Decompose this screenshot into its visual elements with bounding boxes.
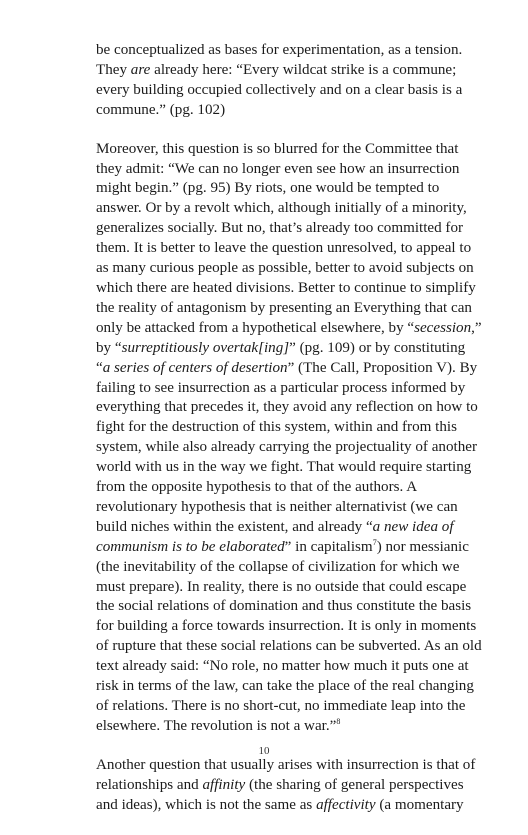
paragraph	[96, 140, 482, 737]
page-number: 10	[258, 745, 270, 757]
text-run: ” in capitalism	[284, 538, 373, 555]
text-run: ) nor messianic (the inevitability of the collapse of civilization for which we must prepare). In reality, there is no outside that could escape the social relations of domination and thus constitute the basis for building a force towards insurrection. It is only in moments of rupture that these social relations can be subverted. As an old text already said: “No role, no matter how much it puts one at risk in terms of the law, can take the place of the real changing of relations. There is no short-cut, no immediate leap into the elsewhere. The revolution is not a war.”	[96, 538, 482, 734]
paragraph	[96, 41, 482, 121]
text-run: Moreover, this question is so blurred for the Committee that they admit: “We can no longer even see how an insurrection might begin.” (pg. 95) By riots, one would be tempted to answer. Or by a revolt which, although initially of a minority, generalizes socially. But no, that’s already too committed for them. It is better to leave the question unresolved, to appeal to as many curious people as possible, better to avoid subjects on which there are heated divisions. Better to continue to simplify the reality of antagonism by presenting an Everything that can only be attacked from a hypothetical elsewhere, by “	[96, 140, 476, 336]
footnote-ref: 7	[372, 537, 377, 547]
text-run: ” (pg. 109) or by constituting “	[96, 339, 466, 376]
italic-text: affinity	[202, 776, 246, 793]
footnote-ref: 8	[336, 716, 341, 726]
italic-text: surreptitiously overtak[ing]	[121, 339, 290, 356]
italic-text: are	[130, 61, 151, 78]
text-run: ” (The Call, Proposition V). By failing to see insurrection as a particular process informed by everything that precedes it, they avoid any reflection on how to fight for the destruction of this system, within and from this system, while also already carrying the projectuality of another world with us in the way we fight. That would require starting from the opposite hypothesis to that of the authors. A revolutionary hypothesis that is neither alternativist (we can build niches within the existent, and already “	[96, 359, 478, 535]
italic-text: affectivity	[316, 796, 376, 813]
paragraph	[96, 756, 482, 816]
text-run: (the sharing of general perspectives and ideas), which is not the same as	[96, 776, 464, 813]
text-run: Another question that usually arises with insurrection is that of relationships and	[96, 756, 476, 793]
italic-text: a new idea of communism is to be elaborated	[96, 518, 454, 555]
text-run: be conceptualized as bases for experimentation, as a tension. They	[96, 42, 463, 78]
text-run: ,” by “	[96, 319, 482, 356]
text-run: already here: “Every wildcat strike is a commune; every building occupied collectively and on a clear basis is a commune.” (pg. 102)	[96, 61, 463, 118]
page-body	[96, 41, 482, 835]
italic-text: secession	[414, 319, 472, 336]
text-run: (a momentary	[375, 796, 464, 813]
italic-text: a series of centers of desertion	[102, 359, 288, 376]
